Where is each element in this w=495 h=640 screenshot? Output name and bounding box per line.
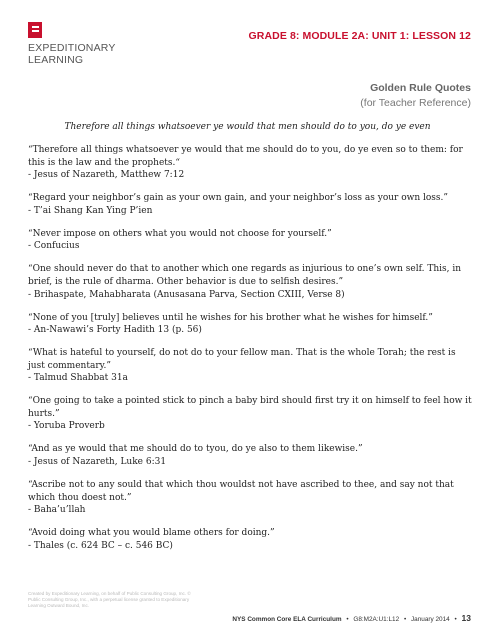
quote-source: - Confucius: [28, 241, 80, 252]
quote-item: [28, 347, 473, 385]
quote-item: [28, 443, 473, 468]
quote-source: - Brihaspate, Mahabharata (Anusasana Parva, Section CXIII, Verse 8): [28, 289, 345, 300]
footer-separator: •: [346, 616, 349, 623]
quote-item: [28, 144, 473, 182]
footer-code: G8:M2A:U1:L12: [353, 616, 400, 623]
quote-item: [28, 192, 473, 217]
logo-text: [28, 42, 138, 66]
quote-source: - Talmud Shabbat 31a: [28, 373, 128, 384]
document-subtitle: (for Teacher Reference): [360, 97, 471, 109]
quote-text: “What is hateful to yourself, do not do to your fellow man. That is the whole Torah; the rest is just commentary.”: [28, 348, 456, 371]
quote-text: “Therefore all things whatsoever ye would that me should do to you, do ye even so to them: for this is the law and the prophets.“: [28, 145, 463, 168]
quote-text: “None of you [truly] believes until he wishes for his brother what he wishes for himself.”: [28, 312, 433, 323]
quote-item: [28, 312, 473, 337]
quote-source: - Baha’u’llah: [28, 505, 86, 516]
quote-text: “Regard your neighbor’s gain as your own gain, and your neighbor’s loss as your own loss.”: [28, 193, 448, 204]
quote-text: “One should never do that to another which one regards as injurious to one’s own self. This, in brief, is the rule of dharma. Other behavior is due to selfish desires.”: [28, 264, 462, 287]
quote-source: - T’ai Shang Kan Ying P’ien: [28, 205, 153, 216]
quote-text: “One going to take a pointed stick to pinch a baby bird should first try it on himself to feel how it hurts.”: [28, 396, 472, 419]
quote-item: [28, 228, 473, 253]
quote-text: “And as ye would that me should do to tyou, do ye also to them likewise.”: [28, 444, 363, 455]
quote-source: - Jesus of Nazareth, Luke 6:31: [28, 457, 167, 468]
quote-source: - An-Nawawi’s Forty Hadith 13 (p. 56): [28, 325, 202, 336]
grade-module-title: GRADE 8: MODULE 2A: UNIT 1: LESSON 12: [248, 30, 471, 42]
logo-mark-icon: [28, 22, 42, 38]
quote-item: [28, 479, 473, 517]
footer-info: [232, 613, 471, 623]
footer-date: January 2014: [410, 616, 450, 623]
page-number: 13: [461, 613, 471, 623]
footer-separator: •: [403, 616, 407, 623]
quote-item: [28, 395, 473, 433]
quote-source: - Yoruba Proverb: [28, 421, 105, 432]
quote-source: - Jesus of Nazareth, Matthew 7:12: [28, 170, 185, 181]
quote-list: [28, 144, 473, 563]
document-title-block: [360, 82, 471, 109]
epigraph: Therefore all things whatsoever ye would that men should do to you, do ye even: [64, 122, 431, 132]
footer-separator: •: [454, 616, 457, 623]
footer-copyright: Created by Expeditionary Learning, on behalf of Public Consulting Group, Inc. © Public Consulting Group, Inc., with a perpetual license granted to Expeditionary Learning Outward Bound, Inc.: [28, 591, 191, 608]
quote-text: “Never impose on others what you would not choose for yourself.”: [28, 228, 332, 239]
document-title: Golden Rule Quotes: [370, 82, 471, 94]
quote-item: [28, 527, 473, 552]
quote-text: “Avoid doing what you would blame others for doing.”: [28, 528, 275, 539]
quote-source: - Thales (c. 624 BC – c. 546 BC): [28, 540, 173, 551]
quote-item: [28, 263, 473, 301]
logo-line-1: EXPEDITIONARY: [28, 42, 116, 54]
footer-curriculum: NYS Common Core ELA Curriculum: [232, 616, 342, 623]
logo-line-2: LEARNING: [28, 54, 84, 66]
expeditionary-learning-logo: [28, 22, 138, 66]
quote-text: “Ascribe not to any sould that which thou wouldst not have ascribed to thee, and say not that which thou doest not.”: [28, 480, 454, 503]
